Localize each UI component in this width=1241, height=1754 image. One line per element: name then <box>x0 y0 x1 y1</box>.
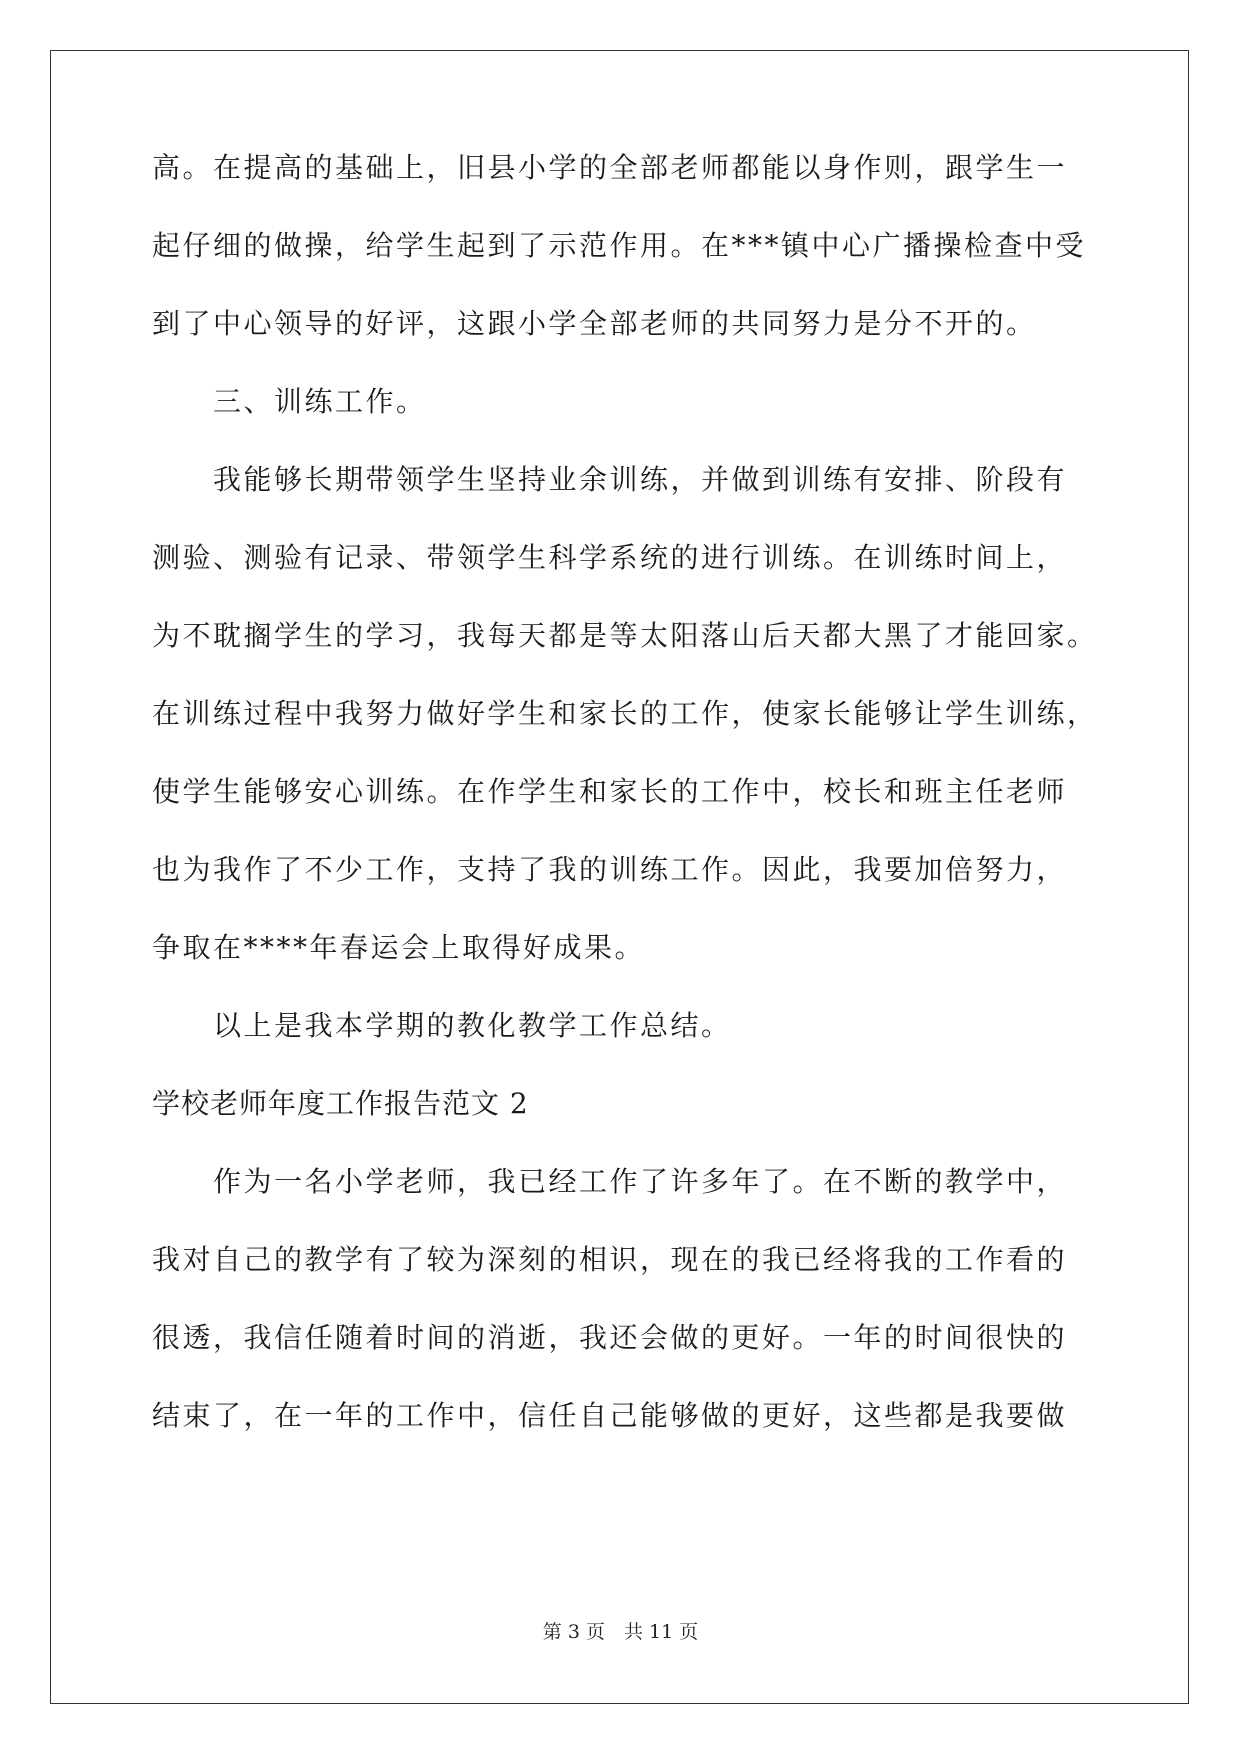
body-line: 我对自己的教学有了较为深刻的相识，现在的我已经将我的工作看的 <box>152 1243 1068 1276</box>
body-line: 作为一名小学老师，我已经工作了许多年了。在不断的教学中， <box>213 1165 1068 1198</box>
body-line: 测验、测验有记录、带领学生科学系统的进行训练。在训练时间上， <box>152 541 1068 574</box>
body-line: 结束了，在一年的工作中，信任自己能够做的更好，这些都是我要做 <box>152 1399 1068 1432</box>
body-line: 为不耽搁学生的学习，我每天都是等太阳落山后天都大黑了才能回家。 <box>152 619 1098 652</box>
body-line: 也为我作了不少工作，支持了我的训练工作。因此，我要加倍努力， <box>152 853 1068 886</box>
body-line: 起仔细的做操，给学生起到了示范作用。在***镇中心广播操检查中受 <box>152 229 1087 262</box>
body-line: 到了中心领导的好评，这跟小学全部老师的共同努力是分不开的。 <box>152 307 1037 340</box>
article-title: 学校老师年度工作报告范文 2 <box>152 1087 529 1120</box>
body-line: 我能够长期带领学生坚持业余训练，并做到训练有安排、阶段有 <box>213 463 1068 496</box>
section-heading: 三、训练工作。 <box>213 385 427 418</box>
body-line: 高。在提高的基础上，旧县小学的全部老师都能以身作则，跟学生一 <box>152 151 1068 184</box>
body-line: 在训练过程中我努力做好学生和家长的工作，使家长能够让学生训练， <box>152 697 1098 730</box>
body-line: 以上是我本学期的教化教学工作总结。 <box>213 1009 732 1042</box>
body-line: 争取在****年春运会上取得好成果。 <box>152 931 646 964</box>
body-line: 很透，我信任随着时间的消逝，我还会做的更好。一年的时间很快的 <box>152 1321 1068 1354</box>
body-line: 使学生能够安心训练。在作学生和家长的工作中，校长和班主任老师 <box>152 775 1068 808</box>
page-number: 第 3 页 共 11 页 <box>542 1621 699 1643</box>
